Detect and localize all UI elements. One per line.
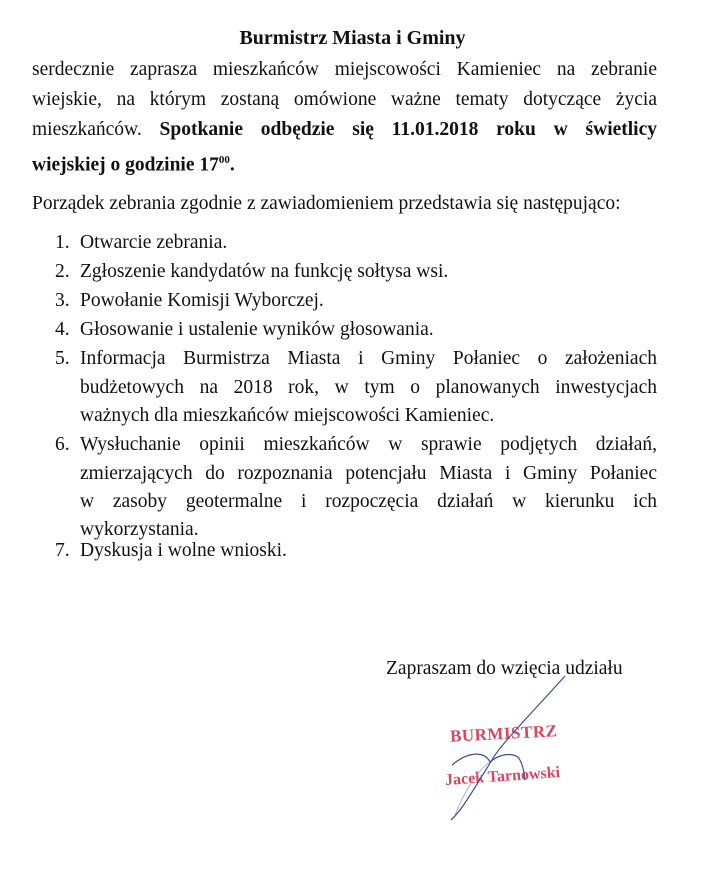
agenda-item-text: wykorzystania. bbox=[80, 519, 199, 540]
stamp-name: Jacek Tarnowski bbox=[444, 764, 561, 789]
agenda-item-number: 6. bbox=[55, 434, 70, 455]
agenda-item-number: 3. bbox=[55, 290, 70, 311]
intro-line: serdecznie zaprasza mieszkańców miejscowości Kamieniec na zebranie bbox=[32, 59, 657, 80]
agenda-item-text: Powołanie Komisji Wyborczej. bbox=[80, 290, 324, 311]
agenda-item-number: 5. bbox=[55, 348, 70, 369]
intro-line: wiejskie, na którym zostaną omówione ważne tematy dotyczące życia bbox=[32, 89, 657, 110]
agenda-item-number: 7. bbox=[55, 540, 70, 561]
agenda-item-number: 1. bbox=[55, 232, 70, 253]
intro-line bbox=[32, 148, 657, 176]
agenda-item-text: budżetowych na 2018 rok, w tym o planowanych inwestycjach bbox=[80, 377, 657, 398]
agenda-item-number: 2. bbox=[55, 261, 70, 282]
agenda-item-text: zmierzających do rozpoznania potencjału Miasta i Gminy Połaniec bbox=[80, 463, 657, 484]
agenda-item-text: Informacja Burmistrza Miasta i Gminy Połaniec o założeniach bbox=[80, 348, 657, 369]
closing-text: Zapraszam do wzięcia udziału bbox=[386, 658, 623, 679]
period: . bbox=[229, 154, 235, 176]
intro-line bbox=[32, 118, 657, 142]
intro-text: mieszkańców. bbox=[32, 119, 142, 140]
agenda-item-text: ważnych dla mieszkańców miejscowości Kamieniec. bbox=[80, 405, 495, 426]
agenda-item-text: Otwarcie zebrania. bbox=[80, 232, 228, 253]
agenda-item-text: Zgłoszenie kandydatów na funkcję sołtysa wsi. bbox=[80, 261, 449, 282]
agenda-item-text: Głosowanie i ustalenie wyników głosowania. bbox=[80, 319, 434, 340]
agenda-item-number: 4. bbox=[55, 319, 70, 340]
meeting-time-minutes: 00 bbox=[218, 154, 230, 166]
agenda-item-text: Dyskusja i wolne wnioski. bbox=[80, 540, 287, 561]
document-title: Burmistrz Miasta i Gminy bbox=[239, 27, 466, 49]
agenda-item-text: w zasoby geotermalne i rozpoczęcia działań w kierunku ich bbox=[80, 491, 657, 512]
meeting-info: Spotkanie odbędzie się 11.01.2018 roku w świetlicy bbox=[159, 119, 657, 140]
stamp-title: BURMISTRZ bbox=[449, 721, 558, 746]
meeting-time: wiejskiej o godzinie 17 bbox=[32, 154, 219, 176]
agenda-intro: Porządek zebrania zgodnie z zawiadomieniem przedstawia się następująco: bbox=[32, 193, 621, 214]
agenda-item-text: Wysłuchanie opinii mieszkańców w sprawie podjętych działań, bbox=[80, 434, 657, 455]
